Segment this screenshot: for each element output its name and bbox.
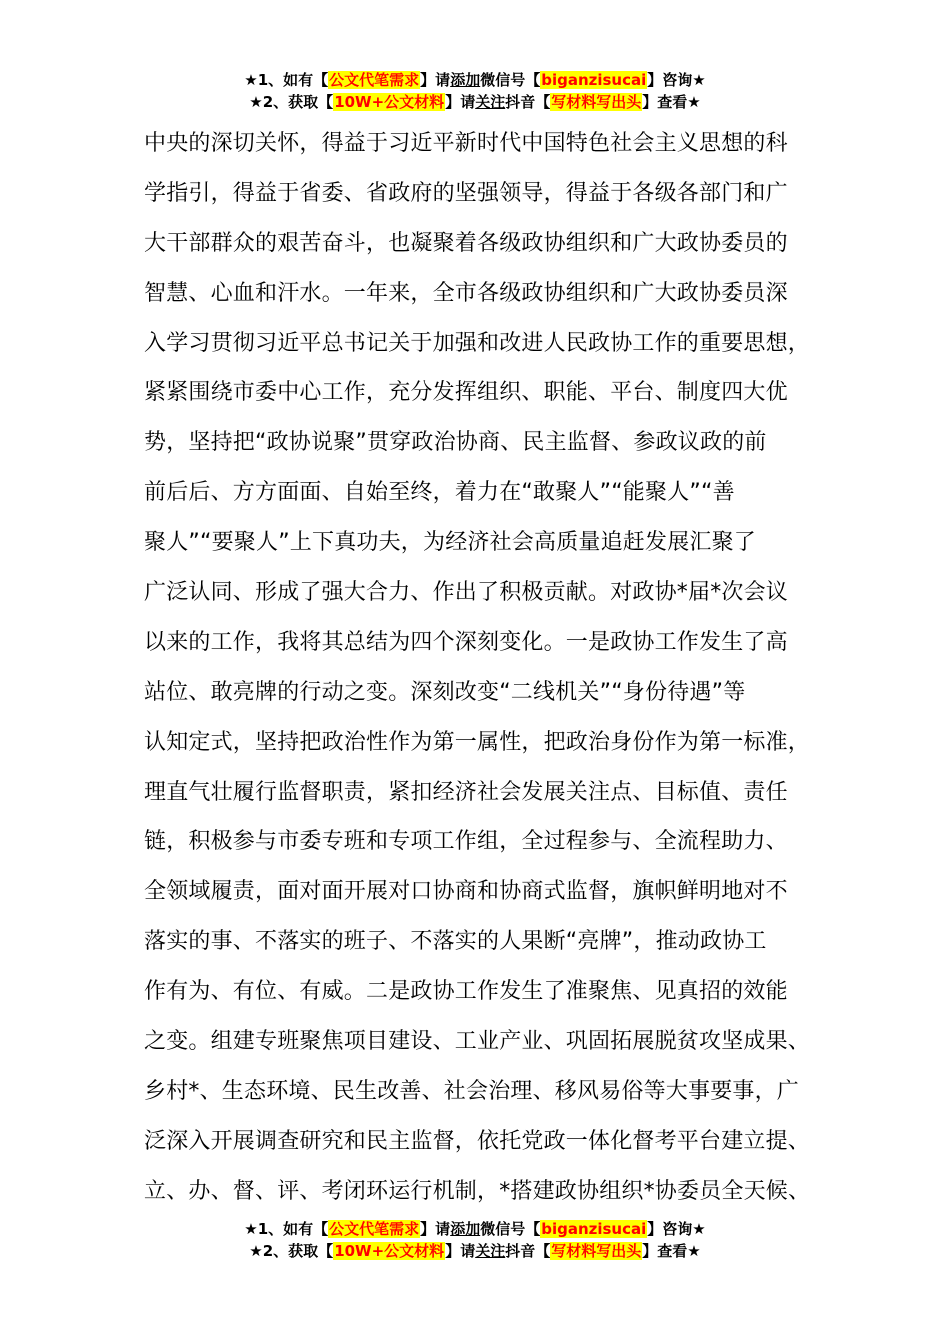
body-line: 站位、敢亮牌的行动之变。深刻改变“二线机关”“身份待遇”等	[144, 679, 746, 705]
body-line: 乡村*、生态环境、民生改善、社会治理、移风易俗等大事要事，广	[144, 1078, 800, 1104]
promo-highlight-wechat-id: biganzisucai	[541, 71, 647, 89]
body-line: 之变。组建专班聚焦项目建设、工业产业、巩固拓展脱贫攻坚成果、	[144, 1029, 811, 1055]
header-promo-banner	[0, 69, 950, 113]
body-line: 中央的深切关怀，得益于习近平新时代中国特色社会主义思想的科	[144, 131, 788, 156]
promo-highlight: 公文代笔需求	[329, 71, 420, 89]
promo-underline: 添加	[450, 71, 481, 89]
body-line: 学指引，得益于省委、省政府的坚强领导，得益于各级各部门和广	[144, 180, 788, 206]
body-line: 紧紧围绕市委中心工作，充分发挥组织、职能、平台、制度四大优	[144, 380, 788, 406]
body-line: 作有为、有位、有威。二是政协工作发生了准聚焦、见真招的效能	[144, 979, 788, 1005]
promo-highlight-wechat-id: biganzisucai	[541, 1220, 647, 1238]
promo-text: 抖音【	[505, 93, 551, 111]
promo-text: 】请	[420, 1220, 451, 1238]
promo-highlight: 10W+公文材料	[334, 93, 445, 111]
body-line: 泛深入开展调查研究和民主监督，依托党政一体化督考平台建立提、	[144, 1128, 811, 1154]
body-line: 全领域履责，面对面开展对口协商和协商式监督，旗帜鲜明地对不	[144, 879, 788, 905]
body-line: 前后后、方方面面、自始至终，着力在“敢聚人”“能聚人”“善	[144, 480, 735, 506]
body-line: 立、办、督、评、考闭环运行机制，*搭建政协组织*协委员全天候、	[144, 1178, 811, 1204]
promo-underline: 添加	[450, 1220, 481, 1238]
body-line: 聚人”“要聚人”上下真功夫，为经济社会高质量追赶发展汇聚了	[144, 530, 756, 556]
promo-line-1	[0, 69, 950, 91]
body-line: 落实的事、不落实的班子、不落实的人果断“亮牌”，推动政协工	[144, 929, 767, 955]
promo-line-1	[0, 1218, 950, 1240]
body-line: 以来的工作，我将其总结为四个深刻变化。一是政协工作发生了高	[144, 629, 788, 655]
promo-text: 】请	[445, 1242, 476, 1260]
body-line: 智慧、心血和汗水。一年来，全市各级政协组织和广大政协委员深	[144, 280, 788, 306]
promo-text: 微信号【	[480, 1220, 541, 1238]
footer-promo-banner	[0, 1218, 950, 1262]
promo-highlight: 10W+公文材料	[334, 1242, 445, 1260]
promo-text: ★2、获取【	[249, 93, 334, 111]
body-line: 势，坚持把“政协说聚”贯穿政治协商、民主监督、参政议政的前	[144, 430, 767, 456]
body-line: 认知定式，坚持把政治性作为第一属性，把政治身份作为第一标准，	[144, 729, 811, 755]
promo-line-2	[0, 1240, 950, 1262]
promo-text: 】咨询★	[647, 71, 706, 89]
body-line: 入学习贯彻习近平总书记关于加强和改进人民政协工作的重要思想，	[144, 330, 811, 356]
promo-underline: 关注	[475, 93, 506, 111]
promo-line-2	[0, 91, 950, 113]
promo-text: 】查看★	[642, 93, 701, 111]
promo-text: 】请	[420, 71, 451, 89]
promo-highlight-douyin: 写材料写出头	[551, 93, 642, 111]
promo-underline: 关注	[475, 1242, 506, 1260]
promo-text: 抖音【	[505, 1242, 551, 1260]
promo-text: 微信号【	[480, 71, 541, 89]
promo-text: ★1、如有【	[244, 1220, 329, 1238]
body-line: 广泛认同、形成了强大合力、作出了积极贡献。对政协*届*次会议	[144, 580, 789, 606]
promo-highlight: 公文代笔需求	[329, 1220, 420, 1238]
document-body	[144, 119, 834, 1217]
promo-text: 】查看★	[642, 1242, 701, 1260]
promo-text: ★2、获取【	[249, 1242, 334, 1260]
promo-text: 】咨询★	[647, 1220, 706, 1238]
body-line: 大干部群众的艰苦奋斗，也凝聚着各级政协组织和广大政协委员的	[144, 230, 788, 256]
promo-highlight-douyin: 写材料写出头	[551, 1242, 642, 1260]
promo-text: ★1、如有【	[244, 71, 329, 89]
body-line: 理直气壮履行监督职责，紧扣经济社会发展关注点、目标值、责任	[144, 779, 788, 805]
promo-text: 】请	[445, 93, 476, 111]
body-line: 链，积极参与市委专班和专项工作组，全过程参与、全流程助力、	[144, 829, 788, 855]
